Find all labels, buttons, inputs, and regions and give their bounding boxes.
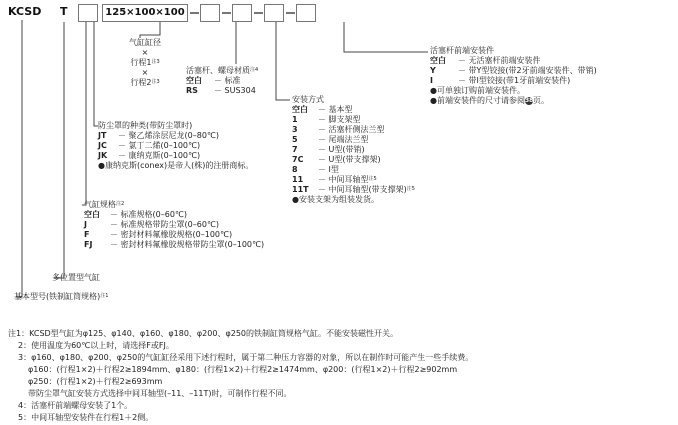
mounting-row: 空白 － 基本型 <box>292 105 353 114</box>
mounting-row: 1 － 脚支架型 <box>292 115 361 124</box>
mounting-row: 11 － 中间耳轴型$^{注5}$ <box>292 175 377 184</box>
rod-end-row: I － 带I型铰接(带1牙前端安装件) <box>430 76 571 85</box>
separator-dash <box>222 12 231 14</box>
rod-material-row: 空白 － 标准 <box>186 76 241 85</box>
note-3-detail: φ160：(行程1×2)＋行程2≥1894mm、φ180：(行程1×2)＋行程2≥1474mm、φ200：(行程1×2)＋行程2≥902mm <box>28 365 458 374</box>
note-1: 注1：KCSD型气缸为φ125、φ140、φ160、φ180、φ200、φ250的铁制缸筒规格气缸。不能安装磁性开关。 <box>8 329 399 338</box>
rod-material-callout <box>186 66 258 96</box>
leader-bore-stroke <box>140 22 160 38</box>
note-4: 4：活塞杆前端螺母安装了1个。 <box>18 401 133 410</box>
separator-dash <box>190 12 199 14</box>
bore-stroke-callout <box>120 38 170 88</box>
mounting-row: 3 － 活塞杆侧法兰型 <box>292 125 385 134</box>
basic-model-label: 基本型号(铁制缸筒规格)$^{注1}$ <box>14 292 109 301</box>
separator-dash <box>286 12 295 14</box>
rod-end-box <box>296 4 316 22</box>
cylinder-spec-callout <box>84 200 264 250</box>
dust-cover-title: 防尘罩的种类(带防尘罩时) <box>98 121 193 130</box>
cylinder-spec-row: F － 密封材料氟橡胶规格(0–100℃) <box>84 230 233 239</box>
leader-basic-model <box>16 20 22 297</box>
cross-symbol: × <box>141 48 149 57</box>
dust-cover-callout <box>98 121 253 171</box>
rod-end-bullet: ●前端安装件的尺寸请参阅38页。 <box>430 96 549 105</box>
rod-end-callout <box>430 46 597 106</box>
t-code: T <box>60 5 68 18</box>
cylinder-spec-title: 气缸规格$^{注2}$ <box>84 200 125 209</box>
mounting-row: 7C － U型(带支撑架) <box>292 155 381 164</box>
cylinder-spec-box <box>78 4 98 22</box>
mounting-row: 7 － U型(带销) <box>292 145 365 154</box>
mounting-row: 11T － 中间耳轴型(带支撑架)$^{注5}$ <box>292 185 415 194</box>
mounting-bullet: ●安装支架为组装发货。 <box>292 195 379 204</box>
series-code: KCSD <box>8 5 42 18</box>
rod-material-row: RS － SUS304 <box>186 86 256 95</box>
leader-mounting <box>276 22 290 100</box>
rod-end-row: Y － 带Y型铰接(带2牙前端安装件、带销) <box>430 66 597 75</box>
mounting-callout <box>292 95 415 205</box>
bore-label: 气缸缸径 <box>129 38 161 47</box>
page-ref-icon: 38 <box>524 96 534 104</box>
note-3: 3：φ160、φ180、φ200、φ250的气缸缸径采用下述行程时，属于第二种压力容器的对象，所以在制作时可能产生一些手续费。 <box>18 353 474 362</box>
stroke1-label: 行程1$^{注3}$ <box>130 58 160 67</box>
leader-dust-cover <box>94 22 98 126</box>
dust-cover-row: JT － 聚乙烯涂层尼龙(0–80℃) <box>98 131 220 140</box>
note-5: 5：中间耳轴型安装件在行程1＋2侧。 <box>18 413 154 422</box>
leader-multi-position <box>54 22 64 278</box>
leader-cylinder-spec <box>82 22 86 205</box>
rod-end-title: 活塞杆前端安装件 <box>430 46 494 55</box>
note-3-detail: 带防尘罩气缸安装方式选择中间耳轴型(–11、–11T)时，可制作行程不同。 <box>28 389 292 398</box>
rod-end-row: 空白 － 无活塞杆前端安装件 <box>430 56 541 65</box>
cross-symbol: × <box>141 68 149 77</box>
size-box: 125×100×100 <box>102 4 188 22</box>
separator-dash <box>254 12 263 14</box>
dust-cover-row: JK － 康纳克斯(0–100℃) <box>98 151 201 160</box>
note-2: 2：使用温度为60℃以上时，请选择F或FJ。 <box>18 341 174 350</box>
note-3-detail: φ250：(行程1×2)＋行程2≥693mm <box>28 377 163 386</box>
rod-end-bullet: ●可单独订购前端安装件。 <box>430 86 525 95</box>
cylinder-spec-row: J － 标准规格带防尘罩(0–60℃) <box>84 220 220 229</box>
mounting-row: 8 － I型 <box>292 165 339 174</box>
rod-material-title: 活塞杆、螺母材质$^{注4}$ <box>186 66 259 75</box>
dust-cover-box <box>264 4 284 22</box>
dust-cover-bullet: ●康纳克斯(conex)是帝人(株)的注册商标。 <box>98 161 254 170</box>
stroke2-label: 行程2$^{注3}$ <box>130 78 160 87</box>
notes-section <box>8 328 473 424</box>
leader-rod-end <box>344 22 428 52</box>
mounting-box <box>232 4 252 22</box>
multi-position-label: 多位置型气缸 <box>52 273 100 282</box>
dust-cover-row: JC － 氯丁二烯(0–100℃) <box>98 141 201 150</box>
mounting-row: 5 － 尾端法兰型 <box>292 135 369 144</box>
rod-material-box <box>200 4 220 22</box>
cylinder-spec-row: FJ － 密封材料氟橡胶规格带防尘罩(0–100℃) <box>84 240 265 249</box>
mounting-title: 安装方式 <box>292 95 324 104</box>
cylinder-spec-row: 空白 － 标准规格(0–60℃) <box>84 210 188 219</box>
